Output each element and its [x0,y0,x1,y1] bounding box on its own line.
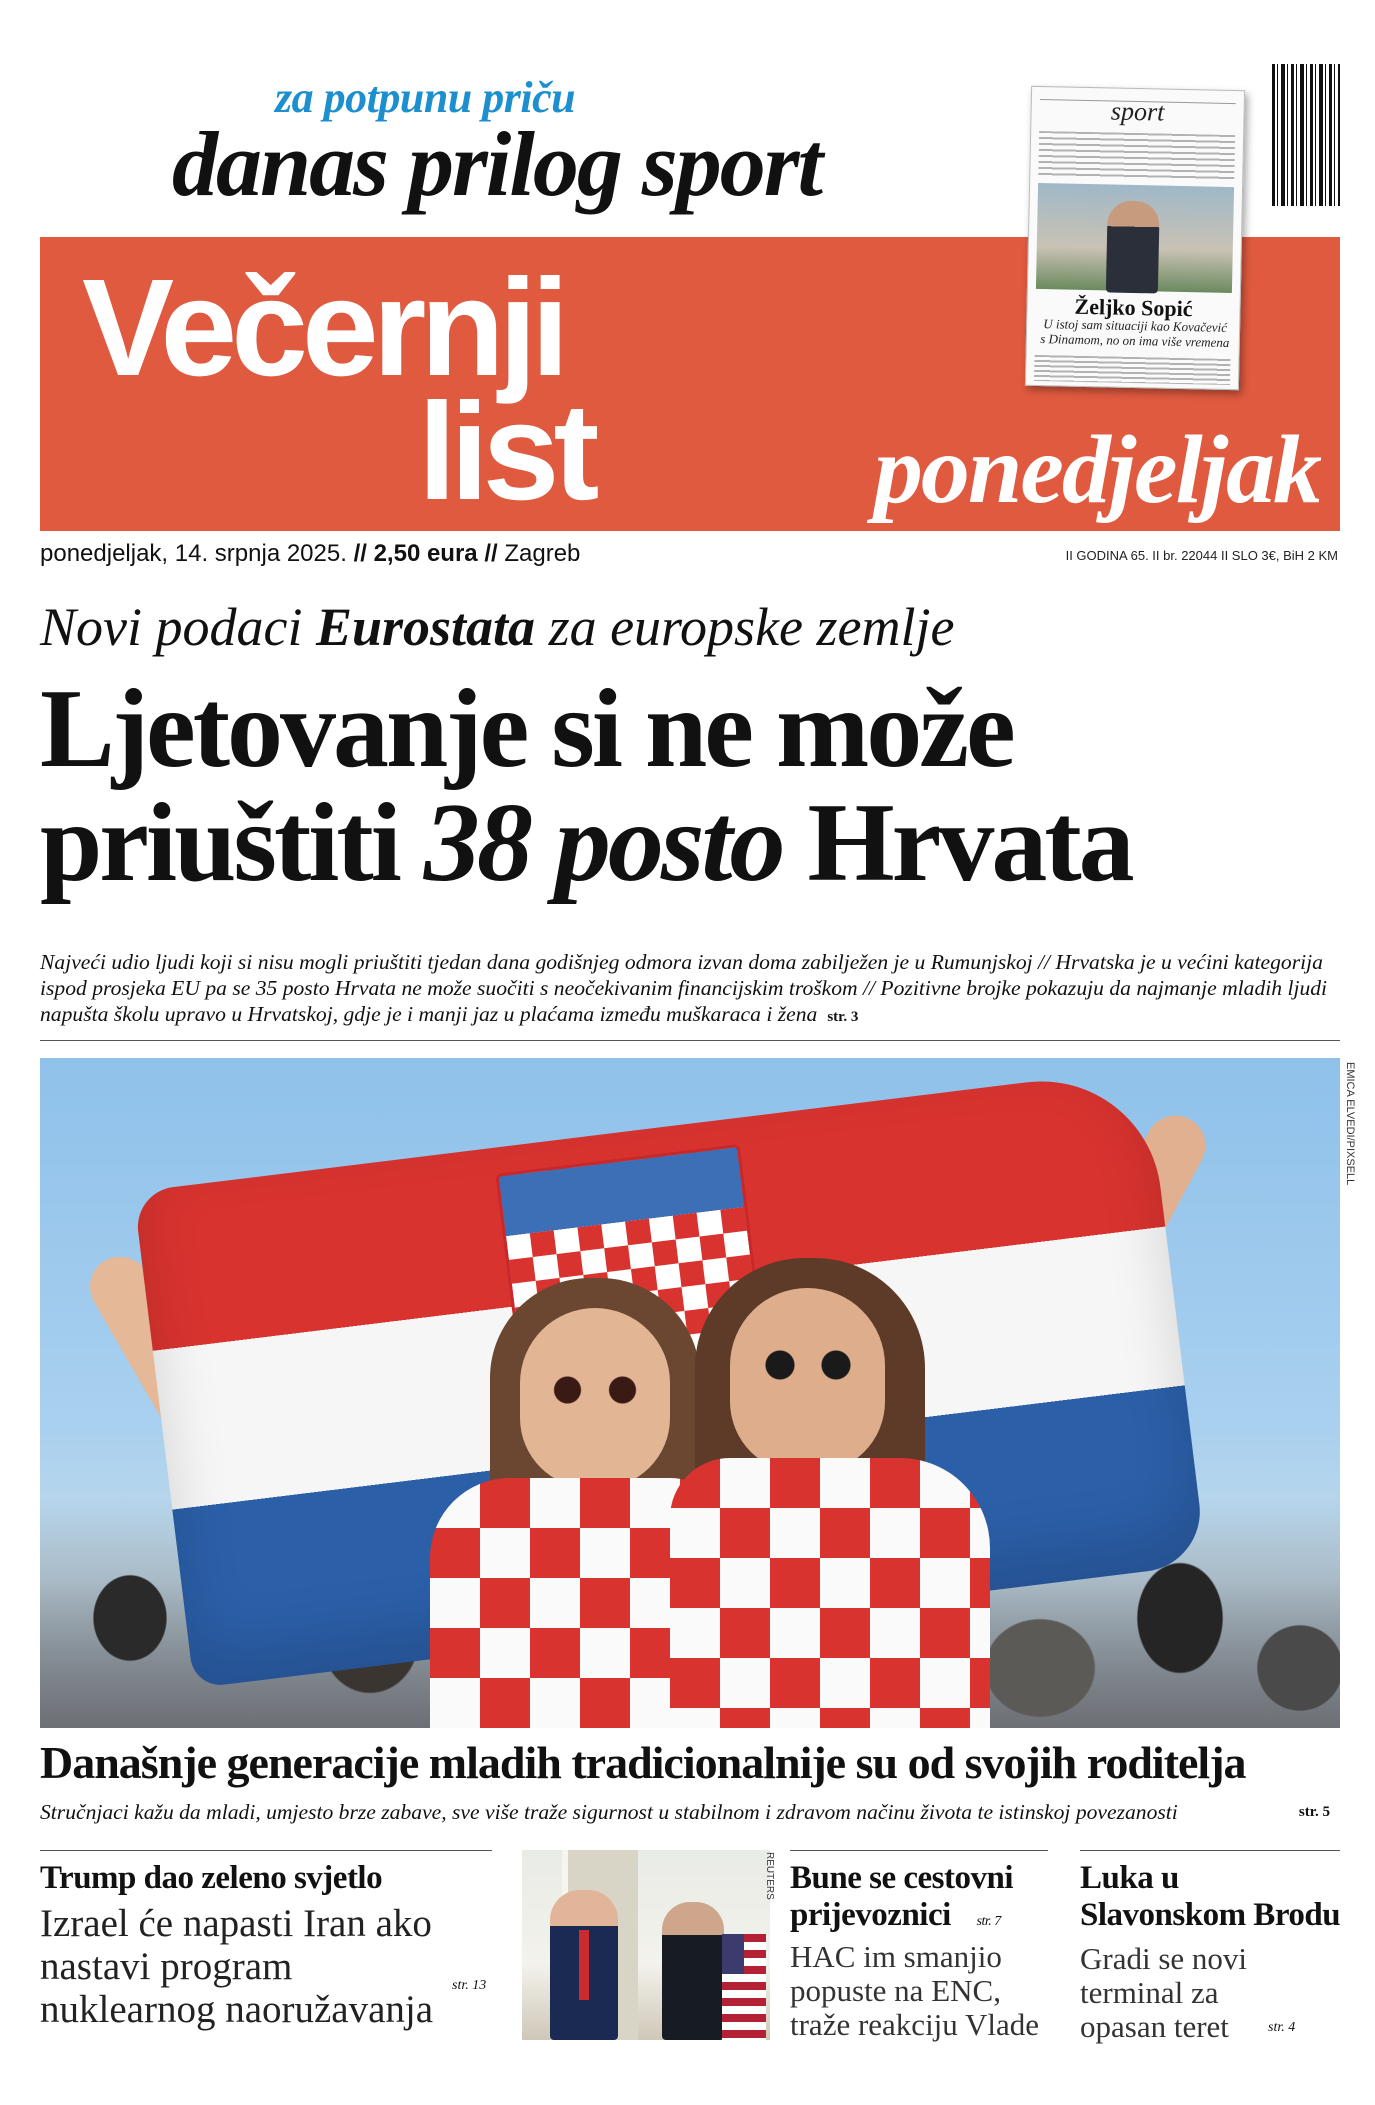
headline-italic: 38 posto [423,781,783,906]
separator: // [353,540,367,567]
deck-text: Najveći udio ljudi koji si nisu mogli priuštiti tjedan dana godišnjeg odmora izvan doma zabilježen je u Rumunjskoj // Hrvatska je u većini kategorija ispod prosjeka EU pa se 35 posto Hrvata ne može suočiti s neočekivanim financijskim troškom // Pozitivne brojke pokazuju da najmanje mladih ljudi napušta školu upravo u Hrvatskoj, gdje je i manji jaz u plaćama između muškaraca i žena [40,950,1328,1026]
kicker-pre: Novi podaci [40,597,316,657]
headline-post: Hrvata [782,781,1132,906]
photo-tie [579,1930,589,2000]
promo-kicker: za potpunu priču [275,73,576,122]
promo-title[interactable]: danas prilog sport [172,113,822,215]
date: ponedjeljak, 14. srpnja 2025. [40,540,347,567]
headline-line1: Ljetovanje si ne može [40,667,1013,791]
column-rule [40,1850,492,1851]
girl-right-jersey [670,1458,990,1728]
masthead-title-line1: Večernji [82,251,564,405]
thumbnail-text-lines [1038,131,1235,181]
dateline [40,540,580,568]
lead-headline[interactable] [40,667,1350,906]
photo-person-left [550,1890,618,2040]
story-trump[interactable] [40,1860,495,2032]
headline-pre: priuštiti [40,781,424,906]
sport-supplement-thumbnail[interactable] [1025,86,1245,390]
masthead-title-line2: list [418,375,594,529]
lead-deck [40,950,1340,1028]
story-title: Trump dao zeleno svjetlo [40,1860,383,1896]
girl-right-face [730,1288,885,1473]
sunglasses-right [752,1350,864,1380]
sport-label: sport [1110,96,1165,127]
page-reference: str. 7 [976,1913,1001,1929]
kicker-post: za europske zemlje [535,597,955,657]
story-body: Gradi se novi terminal za opasan teret [1080,1940,1248,2045]
divider [40,1040,1340,1041]
page-reference: str. 5 [1298,1804,1330,1820]
page-reference: str. 13 [452,1978,487,1993]
second-deck-text: Stručnjaci kažu da mladi, umjesto brze zabave, sve više traže sigurnost u stabilnom i zdravom načinu života te istinskoj povezanosti [40,1800,1178,1824]
story-photo-trump-netanyahu[interactable] [522,1850,770,2040]
story-body: Izrael će napasti Iran ako nastavi program nuklearnog naoružavanja [40,1901,434,2031]
lead-photo[interactable] [40,1058,1340,1728]
issue-info: II GODINA 65. II br. 22044 II SLO 3€, BiH 2 KM [1065,548,1338,563]
column-rule [790,1850,1048,1851]
thumbnail-person [1106,200,1160,293]
story-prijevoznici[interactable] [790,1860,1055,2042]
city: Zagreb [504,540,581,567]
story-title: Luka u Slavonskom Brodu [1080,1860,1341,1933]
headline-line2 [40,781,1350,906]
story-title-text: Bune se cestovni prijevoznici [790,1860,1013,1933]
story-body: HAC im smanjio popuste na ENC, traže reakciju Vlade [790,1938,1039,2043]
thumbnail-quote: U istoj sam situaciji kao Kovačević s Dinamom, no on ima više vremena [1040,316,1230,350]
photo-credit: REUTERS [764,1852,775,1900]
second-headline[interactable]: Današnje generacije mladih tradicionalnije su od svojih roditelja [40,1737,1246,1788]
sunglasses-left [540,1376,650,1404]
story-luka[interactable] [1080,1860,1342,2044]
barcode [1272,64,1340,206]
separator: // [484,540,498,567]
second-deck [40,1800,1340,1825]
page-reference: str. 3 [827,1008,859,1025]
kicker-bold: Eurostata [315,597,536,657]
page-reference: str. 4 [1268,2020,1296,2035]
thumbnail-text-lines-bottom [1034,355,1231,385]
us-flag [722,1934,766,2040]
column-rule [1080,1850,1340,1851]
lead-kicker [40,596,954,658]
photo-credit: EMICA ELVEDI/PIXSELL [1344,1062,1356,1186]
photo-person-right [662,1902,724,2040]
masthead-day: ponedjeljak [873,416,1320,524]
price: 2,50 eura [373,540,478,567]
thumbnail-name: Željko Sopić [1074,293,1193,322]
story-title [790,1860,1055,1934]
